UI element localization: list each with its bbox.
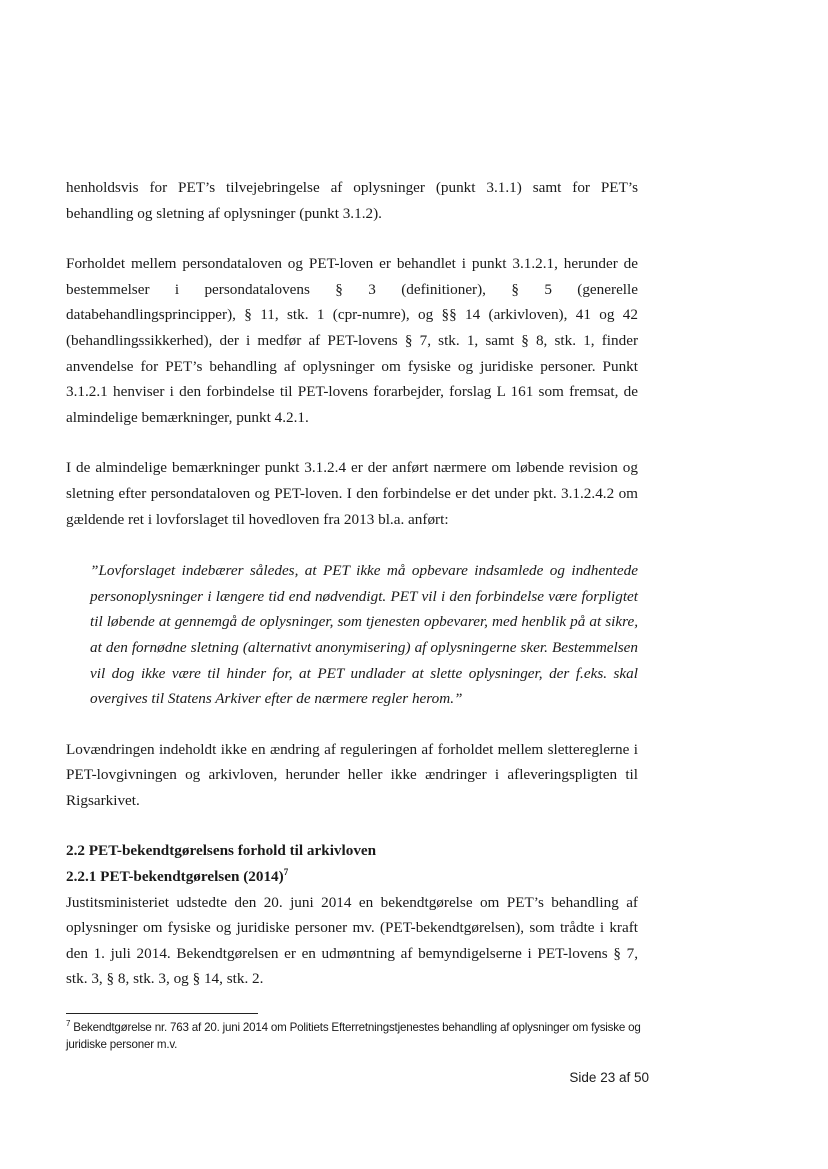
paragraph-4: Lovændringen indeholdt ikke en ændring af reguleringen af forholdet mellem slettereglerne i PET-lovgivningen og arkivloven, herunder heller ikke ændringer i afleveringspligten til Rigsarkivet.	[66, 740, 638, 809]
subsection-heading	[66, 864, 638, 890]
block-quote: ”Lovforslaget indebærer således, at PET ikke må opbevare indsamlede og indhentede personoplysninger i længere tid end nødvendigt. PET vil i den forbindelse være forpligtet til løbende at gennemgå de oplysninger, som tjenesten opbevarer, med henblik på at sikre, at den fornødne sletning (alternativt anonymisering) af oplysningerne sker. Bestemmelsen vil dog ikke være til hinder for, at PET undlader at slette oplysninger, der f.eks. skal overgives til Statens Arkiver efter de nærmere regler herom.”	[90, 562, 638, 708]
footnote	[66, 1019, 646, 1053]
paragraph-2: Forholdet mellem persondataloven og PET-loven er behandlet i punkt 3.1.2.1, herunder de bestemmelser i persondatalovens § 3 (definitioner), § 5 (generelle databehandlingsprincipper), § 11, stk. 1 (cpr-numre), og §§ 14 (arkivloven), 41 og 42 (behandlingssikkerhed), der i medfør af PET-lovens § 7, stk. 1, samt § 8, stk. 1, finder anvendelse for PET’s behandling af oplysninger om fysiske og juridiske personer. Punkt 3.1.2.1 henviser i den forbindelse til PET-lovens forarbejder, forslag L 161 som fremsat, de almindelige bemærkninger, punkt 4.2.1.	[66, 255, 638, 426]
section-heading: 2.2 PET-bekendtgørelsens forhold til arkivloven	[66, 842, 377, 860]
paragraph-5: Justitsministeriet udstedte den 20. juni 2014 en bekendtgørelse om PET’s behandling af oplysninger om fysiske og juridiske personer mv. (PET-bekendtgørelsen), som trådte i kraft den 1. juli 2014. Bekendtgørelsen er en udmøntning af bemyndigelserne i PET-lovens § 7, stk. 3, § 8, stk. 3, og § 14, stk. 2.	[66, 893, 638, 988]
paragraph-3: I de almindelige bemærkninger punkt 3.1.2.4 er der anført nærmere om løbende revision og sletning efter persondataloven og PET-loven. I den forbindelse er det under pkt. 3.1.2.4.2 om gældende ret i lovforslaget til hovedloven fra 2013 bl.a. anført:	[66, 459, 638, 528]
footnote-reference[interactable]: 7	[283, 867, 289, 877]
page-number: Side 23 af 50	[569, 1070, 649, 1085]
subsection-heading-text: 2.2.1 PET-bekendtgørelsen (2014)	[66, 868, 284, 886]
paragraph-1: henholdsvis for PET’s tilvejebringelse af oplysninger (punkt 3.1.1) samt for PET’s behandling og sletning af oplysninger (punkt 3.1.2).	[66, 179, 638, 222]
document-body	[66, 175, 638, 992]
footnote-marker: 7	[66, 1019, 71, 1029]
footnote-divider	[66, 1013, 258, 1014]
footnote-text: Bekendtgørelse nr. 763 af 20. juni 2014 om Politiets Efterretningstjenestes behandling af oplysninger om fysiske og juridiske personer m.v.	[66, 1021, 641, 1051]
